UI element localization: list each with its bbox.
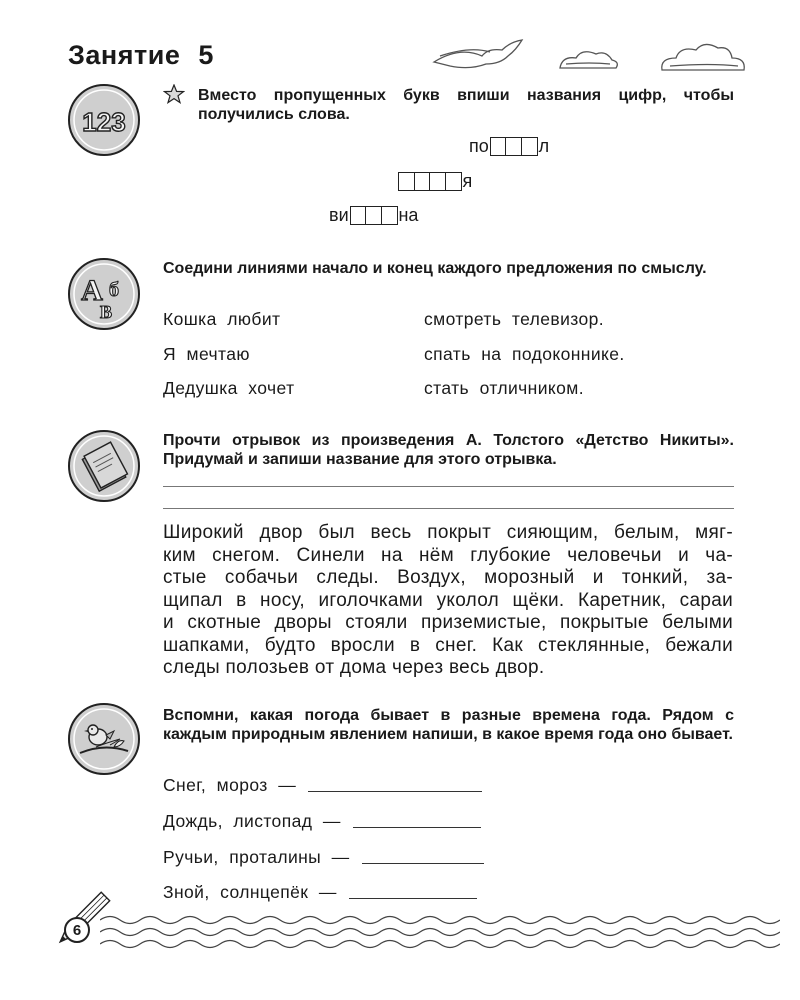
- word-puzzle-1: [469, 136, 549, 157]
- lesson-number: 5: [198, 40, 214, 70]
- wavy-lines-decoration: [100, 912, 780, 962]
- weather-row-3: [163, 847, 484, 868]
- lesson-title: [68, 40, 214, 71]
- story-passage: [163, 522, 733, 680]
- task2-instruction: Соедини линиями начало и конец каждого предложения по смыслу.: [163, 260, 707, 277]
- passage-line: стые собачьи следы. Воздух, морозный и тонкий, за-: [163, 567, 733, 588]
- word-prefix: ви: [329, 205, 349, 225]
- task4-instruction: Вспомни, какая погода бывает в разные времена года. Рядом с каждым природным явлением напиши, в какое время года оно бывает.: [163, 707, 734, 743]
- task3-instruction: Прочти отрывок из произведения А. Толстого «Детство Никиты». Придумай и запиши название для этого отрывка.: [163, 432, 734, 468]
- sentence-end-3[interactable]: стать отличником.: [424, 378, 584, 398]
- sentence-end-2[interactable]: спать на подоконнике.: [424, 344, 625, 364]
- lesson-title-label: Занятие: [68, 40, 181, 70]
- answer-line-2[interactable]: [163, 508, 734, 509]
- passage-line: и скотные дворы стояли приземистые, покрытые белыми: [163, 612, 733, 633]
- svg-text:123: 123: [82, 107, 126, 137]
- answer-line[interactable]: [349, 897, 477, 899]
- weather-label: Ручьи, проталины —: [163, 847, 350, 867]
- book-icon: [66, 428, 142, 504]
- sentence-start-1[interactable]: Кошка любит: [163, 309, 281, 329]
- weather-label: Зной, солнцепёк —: [163, 882, 337, 902]
- sentence-end-1[interactable]: смотреть телевизор.: [424, 309, 605, 329]
- letter-boxes[interactable]: [490, 137, 537, 156]
- word-puzzle-3: [329, 205, 418, 226]
- word-puzzle-2: [397, 171, 472, 192]
- answer-line[interactable]: [353, 826, 481, 828]
- word-suffix: л: [538, 136, 550, 156]
- answer-line[interactable]: [362, 862, 484, 864]
- passage-line: щипал в носу, иголочками уколол щёки. Каретник, сараи: [163, 589, 733, 611]
- letter-boxes[interactable]: [350, 206, 397, 225]
- answer-line-1[interactable]: [163, 486, 734, 487]
- svg-text:В: В: [99, 302, 113, 322]
- page-number: 6: [64, 917, 90, 943]
- weather-row-2: [163, 811, 481, 832]
- letter-boxes[interactable]: [398, 172, 460, 191]
- bird-and-clouds-decoration: [430, 36, 770, 78]
- weather-row-1: [163, 775, 482, 796]
- word-suffix: на: [398, 205, 419, 225]
- passage-line: шапками, будто вросли в снег. Как стеклянные, бежали: [163, 634, 733, 656]
- weather-row-4: [163, 882, 477, 903]
- weather-label: Снег, мороз —: [163, 775, 297, 795]
- passage-line: ким снегом. Синели на нём глубокие человечьи и ча-: [163, 544, 733, 566]
- svg-text:А: А: [81, 274, 103, 307]
- passage-line: Широкий двор был весь покрыт сияющим, белым, мяг-: [163, 522, 733, 543]
- weather-label: Дождь, листопад —: [163, 811, 341, 831]
- word-suffix: я: [462, 171, 473, 191]
- star-icon: [163, 84, 185, 104]
- bird-on-branch-icon: [66, 701, 142, 777]
- numbers-123-icon: [66, 82, 142, 158]
- passage-line: следы полозьев от дома через весь двор.: [163, 657, 545, 678]
- task1-instruction: Вместо пропущенных букв впиши названия цифр, чтобы получились слова.: [198, 87, 734, 123]
- word-prefix: по: [469, 136, 489, 156]
- svg-text:б: б: [109, 279, 119, 301]
- alphabet-letters-icon: [66, 256, 142, 332]
- sentence-start-3[interactable]: Дедушка хочет: [163, 378, 295, 398]
- sentence-start-2[interactable]: Я мечтаю: [163, 344, 250, 364]
- answer-line[interactable]: [308, 790, 482, 792]
